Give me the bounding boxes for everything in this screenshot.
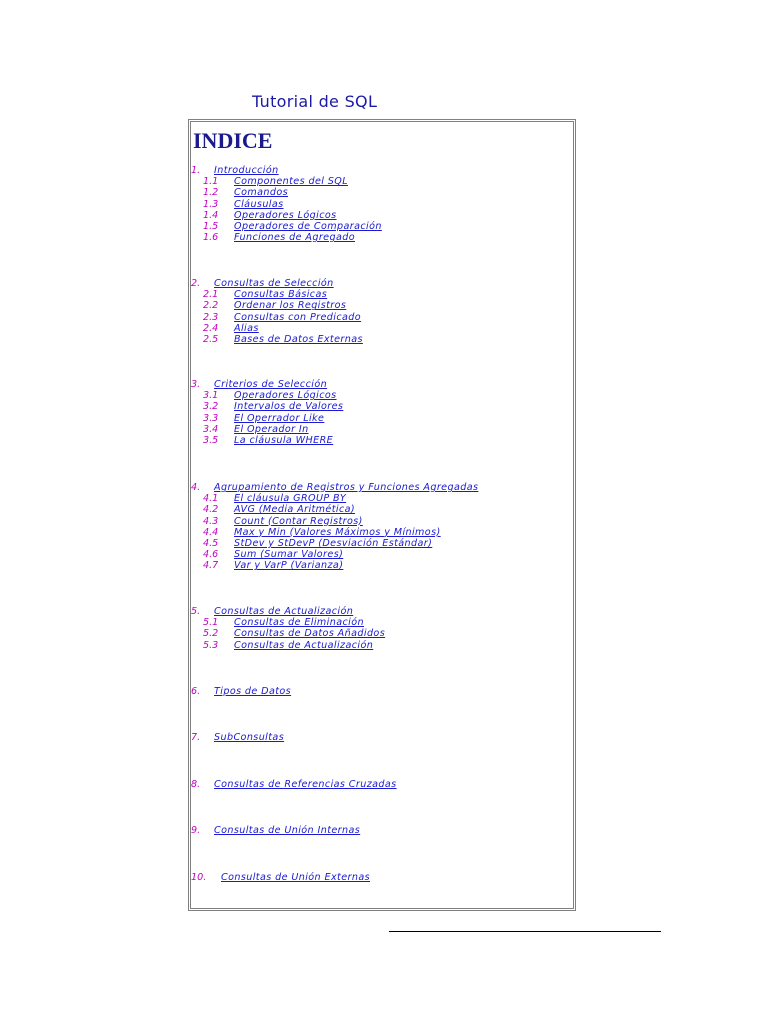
toc-link[interactable]: Alias bbox=[234, 322, 259, 334]
toc-number: 1.1 bbox=[203, 176, 219, 188]
toc-number: 4.3 bbox=[203, 515, 219, 527]
toc-entry-3-1[interactable] bbox=[189, 390, 575, 401]
toc-entry-6[interactable] bbox=[189, 686, 575, 697]
toc-number: 3.1 bbox=[203, 390, 219, 402]
toc-number: 6. bbox=[191, 686, 201, 697]
toc-link[interactable]: StDev y StDevP (Desviación Estándar) bbox=[234, 537, 433, 549]
toc-link[interactable]: Cláusulas bbox=[234, 198, 284, 210]
toc-entry-10[interactable] bbox=[189, 872, 575, 883]
toc-link[interactable]: Comandos bbox=[234, 187, 289, 199]
toc-section-8 bbox=[189, 779, 575, 790]
toc-number: 1.5 bbox=[203, 220, 219, 232]
toc-section-6 bbox=[189, 686, 575, 697]
toc-link[interactable]: Intervalos de Valores bbox=[234, 401, 344, 413]
toc-entry-5-2[interactable] bbox=[189, 628, 575, 639]
toc-entry-4-2[interactable] bbox=[189, 504, 575, 515]
toc-number: 4.4 bbox=[203, 526, 219, 538]
toc-link[interactable]: Componentes del SQL bbox=[234, 176, 348, 188]
toc-entry-2-1[interactable] bbox=[189, 289, 575, 300]
toc-number: 5.2 bbox=[203, 628, 219, 640]
page-title: Tutorial de SQL bbox=[252, 92, 378, 111]
toc-number: 3. bbox=[191, 379, 201, 390]
toc-link[interactable]: Ordenar los Registros bbox=[234, 300, 347, 312]
horizontal-rule bbox=[389, 931, 661, 932]
toc-link[interactable]: El cláusula GROUP BY bbox=[234, 493, 347, 505]
toc-link[interactable]: Operadores de Comparación bbox=[234, 220, 382, 232]
toc-number: 1.4 bbox=[203, 209, 219, 221]
toc-number: 4.2 bbox=[203, 504, 219, 516]
toc-number: 2.2 bbox=[203, 300, 219, 312]
toc-number: 3.3 bbox=[203, 412, 219, 424]
toc-entry-2-3[interactable] bbox=[189, 312, 575, 323]
toc-entry-5[interactable] bbox=[189, 606, 575, 617]
toc-entry-3-4[interactable] bbox=[189, 424, 575, 435]
toc-entry-2-2[interactable] bbox=[189, 300, 575, 311]
toc-link[interactable]: AVG (Media Aritmética) bbox=[234, 504, 356, 516]
toc-entry-5-1[interactable] bbox=[189, 617, 575, 628]
toc-entry-1-2[interactable] bbox=[189, 187, 575, 198]
toc-entry-4-1[interactable] bbox=[189, 493, 575, 504]
toc-link[interactable]: Agrupamiento de Registros y Funciones Agregadas bbox=[214, 482, 479, 493]
toc-entry-3[interactable] bbox=[189, 379, 575, 390]
toc-link[interactable]: Bases de Datos Externas bbox=[234, 333, 363, 345]
toc-number: 3.4 bbox=[203, 423, 219, 435]
toc-entry-3-5[interactable] bbox=[189, 435, 575, 446]
toc-section-5 bbox=[189, 606, 575, 651]
toc-number: 2.5 bbox=[203, 333, 219, 345]
toc-number: 4.7 bbox=[203, 560, 219, 572]
toc-entry-4-7[interactable] bbox=[189, 560, 575, 571]
toc-entry-3-2[interactable] bbox=[189, 401, 575, 412]
toc-link[interactable]: Funciones de Agregado bbox=[234, 232, 355, 244]
toc-link[interactable]: El Operrador Like bbox=[234, 412, 325, 424]
toc-number: 1.6 bbox=[203, 232, 219, 244]
toc-section-7 bbox=[189, 732, 575, 743]
toc-link[interactable]: Consultas de Actualización bbox=[214, 606, 354, 617]
toc-link[interactable]: Var y VarP (Varianza) bbox=[234, 560, 344, 572]
toc-link[interactable]: Introducción bbox=[214, 165, 279, 176]
toc-link[interactable]: Criterios de Selección bbox=[214, 379, 328, 390]
toc-link[interactable]: Consultas Básicas bbox=[234, 289, 328, 301]
toc-number: 1.3 bbox=[203, 198, 219, 210]
toc-entry-4[interactable] bbox=[189, 482, 575, 493]
toc-entry-2[interactable] bbox=[189, 278, 575, 289]
toc-number: 1. bbox=[191, 165, 201, 176]
toc-section-3 bbox=[189, 379, 575, 446]
toc-entry-7[interactable] bbox=[189, 732, 575, 743]
toc-entry-3-3[interactable] bbox=[189, 413, 575, 424]
toc-entry-1[interactable] bbox=[189, 165, 575, 176]
toc-entry-2-5[interactable] bbox=[189, 334, 575, 345]
toc-entry-1-5[interactable] bbox=[189, 221, 575, 232]
toc-link[interactable]: Consultas de Datos Añadidos bbox=[234, 628, 386, 640]
toc-section-1 bbox=[189, 165, 575, 243]
toc-entry-4-5[interactable] bbox=[189, 538, 575, 549]
toc-link[interactable]: Consultas de Unión Internas bbox=[214, 825, 361, 836]
toc-entry-4-3[interactable] bbox=[189, 516, 575, 527]
toc-entry-1-1[interactable] bbox=[189, 176, 575, 187]
toc-number: 2.3 bbox=[203, 311, 219, 323]
toc-number: 7. bbox=[191, 732, 201, 743]
toc-number: 9. bbox=[191, 825, 201, 836]
toc-number: 3.2 bbox=[203, 401, 219, 413]
toc-number: 2. bbox=[191, 278, 201, 289]
toc-entry-5-3[interactable] bbox=[189, 640, 575, 651]
toc-number: 10. bbox=[191, 872, 207, 883]
toc-entry-8[interactable] bbox=[189, 779, 575, 790]
toc-link[interactable]: Consultas de Actualización bbox=[234, 639, 374, 651]
toc-link[interactable]: Count (Contar Registros) bbox=[234, 515, 363, 527]
toc-entry-1-3[interactable] bbox=[189, 199, 575, 210]
toc-number: 5.1 bbox=[203, 617, 219, 629]
toc-link[interactable]: Sum (Sumar Valores) bbox=[234, 549, 344, 561]
toc-number: 4.6 bbox=[203, 549, 219, 561]
toc-section-9 bbox=[189, 825, 575, 836]
toc-link[interactable]: Operadores Lógicos bbox=[234, 209, 337, 221]
toc-entry-9[interactable] bbox=[189, 825, 575, 836]
toc-link[interactable]: Consultas de Eliminación bbox=[234, 617, 364, 629]
toc-section-10 bbox=[189, 872, 575, 883]
toc-link[interactable]: Consultas de Selección bbox=[214, 278, 334, 289]
toc-number: 4. bbox=[191, 482, 201, 493]
toc-number: 1.2 bbox=[203, 187, 219, 199]
toc-entry-1-6[interactable] bbox=[189, 232, 575, 243]
toc-entry-2-4[interactable] bbox=[189, 323, 575, 334]
toc-number: 8. bbox=[191, 779, 201, 790]
toc-entry-4-4[interactable] bbox=[189, 527, 575, 538]
toc-number: 5. bbox=[191, 606, 201, 617]
toc-section-4 bbox=[189, 482, 575, 572]
toc-number: 5.3 bbox=[203, 639, 219, 651]
toc-link[interactable]: Max y Min (Valores Máximos y Mínimos) bbox=[234, 526, 441, 538]
toc-link[interactable]: El Operador In bbox=[234, 423, 309, 435]
toc-entry-4-6[interactable] bbox=[189, 549, 575, 560]
toc-link[interactable]: Consultas de Referencias Cruzadas bbox=[214, 779, 397, 790]
toc-number: 4.1 bbox=[203, 493, 219, 505]
toc-entry-1-4[interactable] bbox=[189, 210, 575, 221]
index-heading: INDICE bbox=[193, 128, 273, 153]
toc-section-2 bbox=[189, 278, 575, 345]
toc-link[interactable]: Consultas con Predicado bbox=[234, 311, 362, 323]
toc-number: 4.5 bbox=[203, 537, 219, 549]
index-box bbox=[188, 119, 576, 911]
toc-link[interactable]: SubConsultas bbox=[214, 732, 285, 743]
toc-link[interactable]: Consultas de Unión Externas bbox=[221, 872, 370, 883]
toc-link[interactable]: La cláusula WHERE bbox=[234, 434, 334, 446]
toc-number: 3.5 bbox=[203, 434, 219, 446]
toc-link[interactable]: Operadores Lógicos bbox=[234, 390, 337, 402]
toc-number: 2.4 bbox=[203, 322, 219, 334]
toc-link[interactable]: Tipos de Datos bbox=[214, 686, 292, 697]
toc-number: 2.1 bbox=[203, 289, 219, 301]
